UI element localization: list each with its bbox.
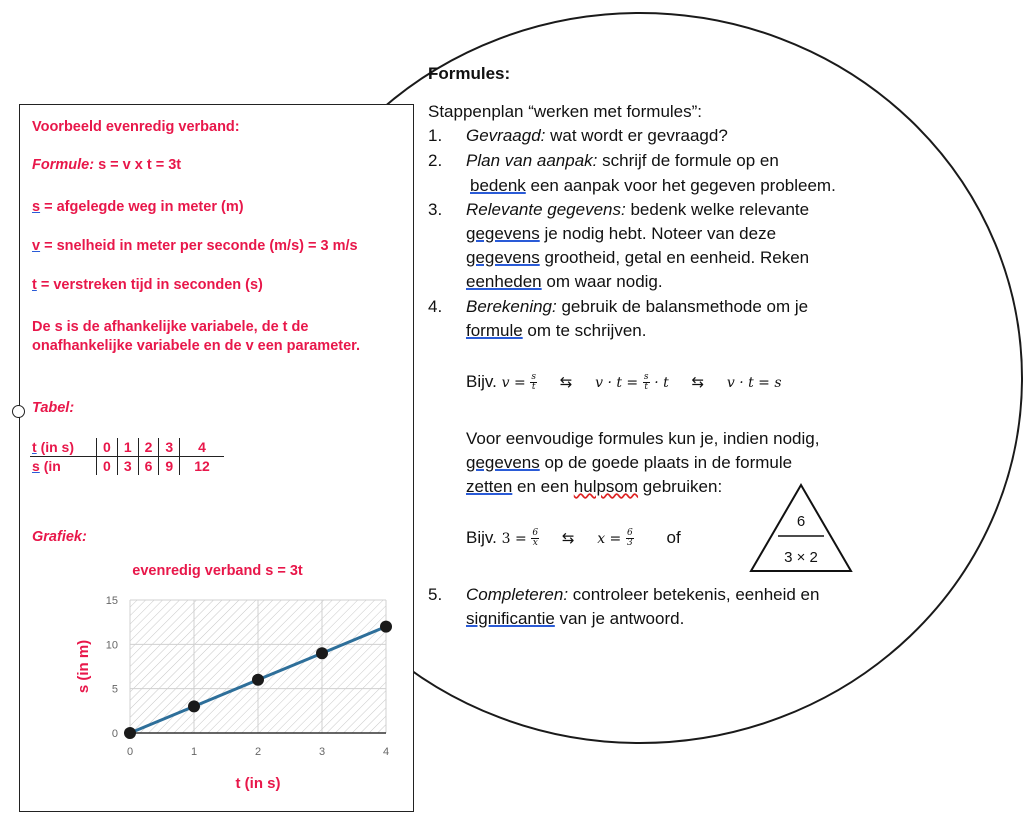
step-4-cont: formule om te schrijven. [466,321,647,340]
card-title: Voorbeeld evenredig verband: [32,119,240,135]
x-tick-label: 1 [190,746,198,758]
table-row [30,438,224,457]
table-cell: 3 [117,457,138,476]
example-1: Bijv. v = $\frac{s}{t}$ ⇆ v · t = $\frac{s}{t}$ · t ⇆ v · t = s [466,372,782,393]
example-2-text-1: Voor eenvoudige formules kun je, indien nodig, [466,429,820,448]
formula-text: s = v x t = 3t [98,157,182,173]
table-cell: 2 [138,438,159,457]
table-cell: 0 [97,457,118,476]
step-3-cont-1: gegevens je nodig hebt. Noteer van deze [466,224,777,243]
data-table [30,438,224,475]
formules-heading: Formules: [428,64,511,83]
fraction-6-over-3: $\frac{6}{3}$ [627,528,633,549]
graph-label: Grafiek: [32,529,87,545]
table-row [30,457,224,476]
equivalence-arrow-icon: ⇆ [561,529,575,547]
line-chart [50,585,400,795]
table-cell: 3 [159,438,180,457]
formula-label: Formule: [32,157,95,173]
t-definition-text: = verstreken tijd in seconden (s) [40,277,263,293]
v-definition [32,238,358,254]
s-definition [32,199,244,215]
chart-title: evenredig verband s = 3t [132,563,303,579]
s-definition-text: = afgelegde weg in meter (m) [44,199,244,215]
variables-explanation: De s is de afhankelijke variabele, de t de onafhankelijke variabele en de v een parameter. [32,319,361,354]
t-definition [32,277,263,293]
y-tick-label: 5 [111,683,118,696]
triangle-bottom-value: 3 × 2 [784,549,818,566]
table-label: Tabel: [32,400,75,416]
table-cell: 4 [180,438,224,457]
x-tick-label: 4 [382,746,390,758]
table-cell: 0 [97,438,118,457]
y-tick-label: 15 [105,595,118,607]
x-axis-label: t (in s) [235,775,281,792]
x-tick-label: 3 [318,746,326,758]
v-definition-text: = snelheid in meter per seconde (m/s) = 3 m/s [44,238,358,254]
resize-handle[interactable] [12,405,25,418]
example-card [19,104,414,812]
y-axis-label: s (in m) [75,639,92,694]
table-row-header: t (in s) [30,438,97,457]
data-point [252,674,264,686]
equation-1: v = [501,375,526,391]
y-tick-label: 10 [105,639,118,652]
step-2: 2. Plan van aanpak: schrijf de formule op en [428,151,779,170]
triangle-top-value: 6 [796,513,806,530]
data-point [316,647,328,659]
table-row-header: s (in [32,458,61,474]
step-4: 4. Berekening: gebruik de balansmethode om je [428,297,809,316]
table-cell: 1 [117,438,138,457]
x-tick-label: 2 [254,746,262,758]
example-3: Bijv. 3 = $\frac{6}{x}$ ⇆ x = $\frac{6}{3}$ of [466,528,681,549]
step-5-cont: significantie van je antwoord. [466,609,685,628]
x-tick-label: 0 [126,746,134,758]
step-1: 1. Gevraagd: wat wordt er gevraagd? [428,126,728,145]
steps-intro: Stappenplan “werken met formules”: [428,102,703,121]
data-point [380,621,392,633]
fraction-s-over-t: $\frac{s}{t}$ [531,372,537,393]
example-2-text-2: gegevens op de goede plaats in de formule [466,453,793,472]
formula-triangle [748,482,854,574]
formula-line [32,157,181,173]
y-tick-label: 0 [111,728,118,740]
fraction-s-over-t: $\frac{s}{t}$ [643,372,649,393]
step-3-cont-2: gegevens grootheid, getal en eenheid. Reken [466,248,810,267]
fraction-6-over-x: $\frac{6}{x}$ [532,528,539,549]
equivalence-arrow-icon: ⇆ [559,373,573,391]
table-cell: 12 [180,457,224,476]
equivalence-arrow-icon: ⇆ [691,373,705,391]
step-3-cont-3: eenheden om waar nodig. [466,272,663,291]
step-5: 5. Completeren: controleer betekenis, eenheid en [428,585,820,604]
t-symbol: t [32,277,37,293]
data-point [188,700,200,712]
table-cell: 9 [159,457,180,476]
step-3: 3. Relevante gegevens: bedenk welke relevante [428,200,810,219]
v-symbol: v [32,238,41,254]
data-point [124,727,136,739]
step-2-cont: bedenk een aanpak voor het gegeven probleem. [470,176,836,195]
s-symbol: s [32,199,41,215]
example-2-text-3: zetten en een hulpsom gebruiken: [466,477,723,496]
table-cell: 6 [138,457,159,476]
